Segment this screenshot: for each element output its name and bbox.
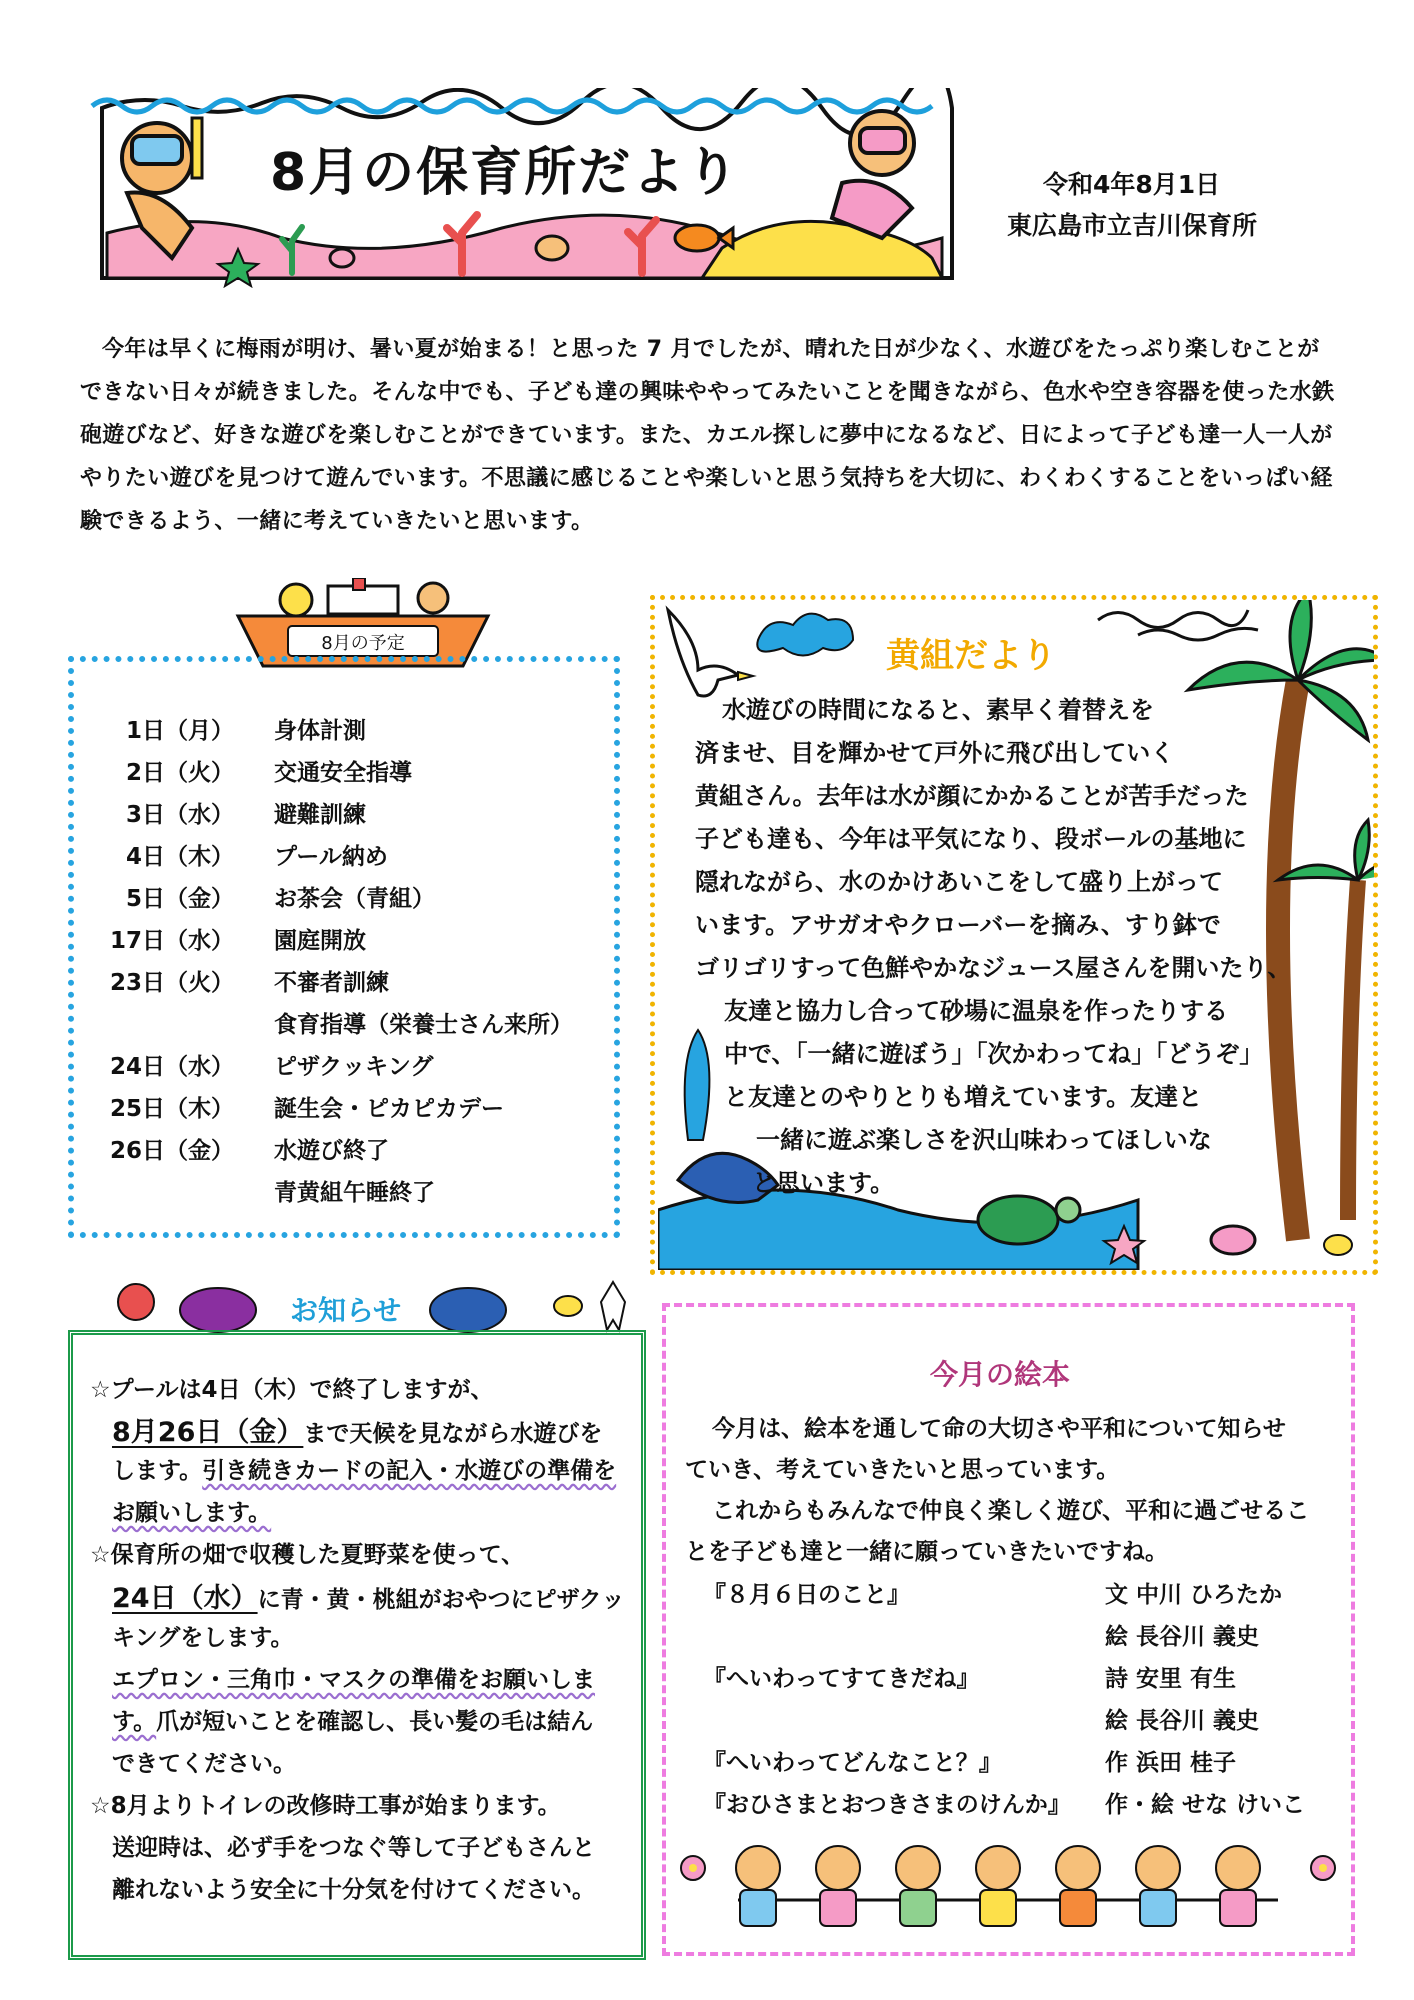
child-icon [1136,1846,1180,1926]
book-title-item: 『へいわってどんなこと？』 [703,1750,1002,1776]
cloud-icon [757,614,853,656]
cat-icon [280,584,312,616]
yellow-text-line: 隠れながら、水のかけあいこをして盛り上がって [695,868,1223,896]
shell-icon [1324,1235,1352,1255]
book-title-item: 『おひさまとおつきさまのけんか』 [703,1792,1071,1818]
issue-date: 令和4年8月1日 [1043,170,1221,199]
notice-line: お願いします。 [112,1500,272,1526]
fountain-icon [685,1030,710,1140]
school-name: 東広島市立吉川保育所 [1007,211,1258,240]
yellow-text-line: 水遊びの時間になると、素早く着替えを [722,696,1154,724]
notice-date-emphasis: 8月26日（金） [112,1417,304,1448]
book-title-item: 『へいわってすてきだね』 [703,1666,980,1692]
picture-book-title: 今月の絵本 [930,1358,1071,1391]
yellow-text-line: います。アサガオやクローバーを摘み、すり鉢で [695,911,1221,939]
book-intro-line: これからもみんなで仲良く楽しく遊び、平和に過ごせるこ [712,1498,1310,1524]
wind-icon [1098,610,1258,640]
intro-paragraph: 今年は早くに梅雨が明け、暑い夏が始まる！と思った 7 月でしたが、晴れた日が少なく、水遊びをたっぷり楽しむことができない日々が続きました。そんな中でも、子ども達の興味ややってみたいことを聞きながら、色水や空き容器を使った水鉄砲遊びなど、好きな遊びを楽しむことができています。また、カエル探しに夢中になるなど、日によって子ども達一人一人がやりたい遊びを見つけて遊んでいます。不思議に感じることや楽しいと思う気持ちを大切に、わくわくすることをいっぱい経験できるよう、一緒に考えていきたいと思います。 [80,337,1335,534]
book-intro-line: 今月は、絵本を通して命の大切さや平和について知らせ [712,1416,1286,1442]
whale-icon [430,1288,506,1332]
book-credit: 作・絵 せな けいこ [1105,1792,1306,1818]
yellow-text-line: 友達と協力し合って砂場に温泉を作ったりする [724,997,1228,1025]
page-title: 8月の保育所だより [270,143,741,203]
yellow-text-line: ゴリゴリすって色鮮やかなジュース屋さんを開いたり、 [695,954,1292,982]
notice-title: お知らせ [290,1294,402,1327]
yellow-text-line: 一緒に遊ぶ楽しさを沢山味わってほしいな [756,1126,1212,1154]
book-credit: 絵 長谷川 義史 [1105,1708,1260,1734]
notice-line: 8月26日（金）まで天候を見ながら水遊びを [112,1417,603,1448]
whale-icon [180,1288,256,1332]
book-credit: 文 中川 ひろたか [1105,1582,1283,1608]
notice-line: できてください。 [112,1751,296,1777]
book-intro-line: とを子ども達と一緒に願っていきたいですね。 [685,1539,1168,1565]
yellow-text-line: と思います。 [752,1169,895,1197]
yellow-text-line: 子ども達も、今年は平気になり、段ボールの基地に [695,825,1247,853]
dog-icon [418,583,448,613]
notice-line: 24日（水）に青・黄・桃組がおやつにピザクッ [112,1583,625,1614]
child-icon [896,1846,940,1926]
schedule-title: 8月の予定 [321,633,405,654]
child-icon [736,1846,780,1926]
child-icon [976,1846,1020,1926]
yellow-class-title: 黄組だより [886,636,1056,676]
notice-date-emphasis: 24日（水） [112,1583,258,1614]
book-intro-line: ていき、考えていきたいと思っています。 [685,1457,1120,1483]
notice-line: エプロン・三角巾・マスクの準備をお願いしま [112,1667,595,1693]
notice-line: 送迎時は、必ず手をつなぐ等して子どもさんと [112,1835,595,1861]
book-credit: 作 浜田 桂子 [1105,1750,1237,1776]
book-title-item: 『８月６日のこと』 [703,1582,910,1608]
children-holding-hands-illustration [668,1838,1348,1938]
yellow-text-line: 中で、「一緒に遊ぼう」「次かわってね」「どうぞ」 [724,1040,1264,1068]
seagull-icon [668,610,753,696]
book-credit: 詩 安里 有生 [1105,1666,1237,1692]
fish-icon [554,1296,582,1316]
crab-icon [1211,1226,1255,1254]
notice-line: す。爪が短いことを確認し、長い髪の毛は結ん [112,1709,594,1735]
notice-line: 離れないよう安全に十分気を付けてください。 [112,1877,595,1903]
child-icon [1056,1846,1100,1926]
yellow-text-line: 済ませ、目を輝かせて戸外に飛び出していく [695,739,1175,767]
notice-line: ☆8月よりトイレの改修時工事が始まります。 [90,1793,561,1819]
yellow-text-line: 黄組さん。去年は水が顔にかかることが苦手だった [695,782,1249,810]
child-icon [816,1846,860,1926]
squid-icon [601,1282,625,1330]
notice-line: ☆プールは4日（木）で終了しますが、 [90,1377,494,1403]
notice-line: キングをします。 [112,1625,294,1651]
yellow-text-line: と友達とのやりとりも増えています。友達と [724,1083,1203,1111]
child-icon [1216,1846,1260,1926]
book-credit: 絵 長谷川 義史 [1105,1624,1260,1650]
notice-line: します。引き続きカードの記入・水遊びの準備を [112,1458,617,1484]
octopus-icon [118,1284,154,1320]
notice-line: ☆保育所の畑で収穫した夏野菜を使って、 [90,1542,525,1568]
